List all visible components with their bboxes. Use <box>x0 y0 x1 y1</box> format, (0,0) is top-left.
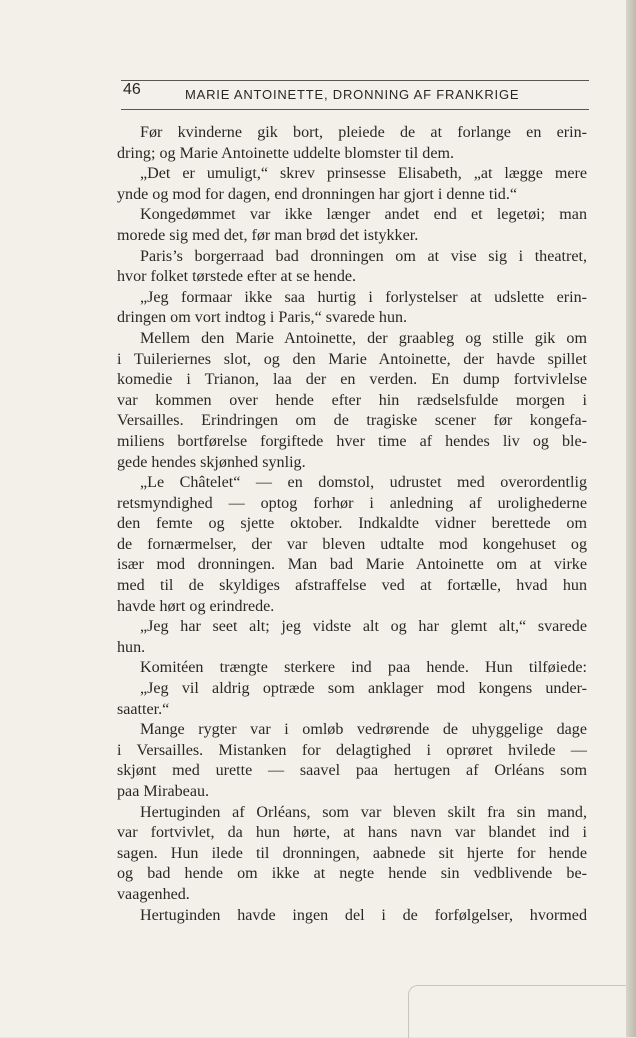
body-text <box>117 123 587 926</box>
text-line: Hertuginden af Orléans, som var bleven skilt fra sin mand, <box>140 803 587 821</box>
text-line: havde hørt og erindrede. <box>117 597 275 615</box>
text-line: hun. <box>117 638 146 656</box>
text-line: var fortvivlet, da hun hørte, at hans navn var blandet ind i <box>117 824 587 842</box>
scan-bracket-mark <box>408 985 636 1038</box>
text-line: sagen. Hun ilede til dronningen, aabnede sit hjerte for hende <box>117 844 587 862</box>
page-edge-shadow <box>626 0 636 1037</box>
text-line: i Versailles. Mistanken for delagtighed i oprøret hvilede — <box>117 741 587 759</box>
text-line: saatter.“ <box>117 700 170 718</box>
text-line: „Jeg har seet alt; jeg vidste alt og har glemt alt,“ svarede <box>140 618 587 636</box>
text-line: og bad hende om ikke at negte hende sin vedblivende be- <box>117 865 587 883</box>
text-line: Paris’s borgerraad bad dronningen om at vise sig i theatret, <box>140 247 587 265</box>
text-line: „Det er umuligt,“ skrev prinsesse Elisabeth, „at lægge mere <box>140 165 587 183</box>
text-line: komedie i Trianon, laa der en verden. En dump fortvivlelse <box>117 371 587 389</box>
text-line: hvor folket tørstede efter at se hende. <box>117 268 357 286</box>
text-line: Mange rygter var i omløb vedrørende de uhyggelige dage <box>140 721 587 739</box>
text-line: ynde og mod for dagen, end dronningen har gjort i denne tid.“ <box>117 185 518 203</box>
text-line: „Jeg vil aldrig optræde som anklager mod kongens under- <box>140 680 587 698</box>
text-line: med til de skyldiges afstraffelse ved at fortælle, hvad hun <box>117 577 587 595</box>
text-line: især mod dronningen. Man bad Marie Antoinette om at virke <box>117 556 587 574</box>
text-line: retsmyndighed — optog forhør i anledning af urolighederne <box>117 494 587 512</box>
text-line: Før kvinderne gik bort, pleiede de at forlange en erin- <box>140 124 587 141</box>
text-line: den femte og sjette oktober. Indkaldte vidner berettede om <box>117 515 587 533</box>
text-line: dring; og Marie Antoinette uddelte blomster til dem. <box>117 144 455 162</box>
text-line: Komitéen trængte sterkere ind paa hende. Hun tilføiede: <box>140 659 587 677</box>
text-line: Versailles. Erindringen om de tragiske scener før kongefa- <box>117 412 587 430</box>
text-line: vaagenhed. <box>117 885 190 903</box>
text-line: de fornærmelser, der var bleven udtalte mod kongehuset og <box>117 535 587 553</box>
text-line: Hertuginden havde ingen del i de forfølgelser, hvormed <box>140 906 587 924</box>
text-line: paa Mirabeau. <box>117 783 210 800</box>
text-line: skjønt med urette — saavel paa hertugen af Orléans som <box>117 762 587 780</box>
text-line: var kommen over hende efter hin rædselsfulde morgen i <box>117 391 587 409</box>
text-line: morede sig med det, før man brød det istykker. <box>117 226 419 244</box>
text-line: gede hendes skjønhed synlig. <box>117 453 306 471</box>
text-line: dringen om vort indtog i Paris,“ svarede hun. <box>117 309 408 327</box>
text-line: „Jeg formaar ikke saa hurtig i forlystelser at udslette erin- <box>140 288 587 306</box>
text-line: Mellem den Marie Antoinette, der graableg og stille gik om <box>140 329 587 347</box>
page-header <box>121 80 589 110</box>
text-line: „Le Châtelet“ — en domstol, udrustet med overordentlig <box>140 474 587 492</box>
page-number: 46 <box>123 81 141 98</box>
text-line: Kongedømmet var ikke længer andet end et legetøi; man <box>140 206 587 224</box>
text-line: i Tuileriernes slot, og den Marie Antoinette, der havde spillet <box>117 350 587 368</box>
text-line: miliens bortførelse forgiftede hver time af hendes liv og ble- <box>117 432 587 450</box>
running-head: MARIE ANTOINETTE, DRONNING AF FRANKRIGE <box>185 87 520 102</box>
